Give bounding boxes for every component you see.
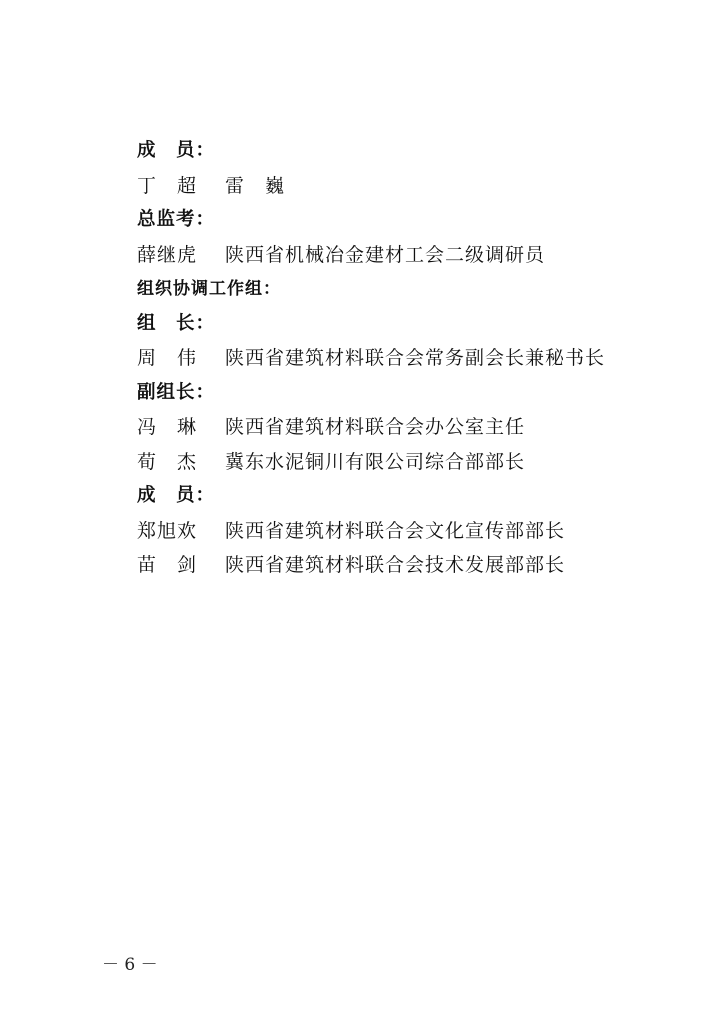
member-name: 丁 超 bbox=[137, 174, 198, 197]
chief-examiner-heading: 总监考： bbox=[137, 209, 216, 230]
coordination-group-heading: 组织协调工作组： bbox=[137, 279, 281, 299]
member-name: 雷 巍 bbox=[225, 174, 286, 197]
person-name: 荀 杰 bbox=[137, 450, 198, 473]
deputy-row bbox=[137, 410, 677, 445]
person-title: 冀东水泥铜川有限公司综合部部长 bbox=[225, 450, 526, 473]
person-title: 陕西省建筑材料联合会文化宣传部部长 bbox=[225, 519, 566, 542]
person-name: 周 伟 bbox=[137, 347, 198, 369]
members-heading: 成 员： bbox=[137, 140, 216, 161]
person-name: 郑旭欢 bbox=[137, 519, 198, 542]
person-name: 冯 琳 bbox=[137, 416, 198, 438]
leader-row bbox=[137, 341, 677, 376]
person-title: 陕西省建筑材料联合会常务副会长兼秘书长 bbox=[225, 347, 606, 369]
person-title: 陕西省机械冶金建材工会二级调研员 bbox=[225, 243, 546, 266]
members-list bbox=[137, 169, 677, 204]
page-number: － 6 － bbox=[102, 955, 158, 975]
member-row bbox=[137, 514, 677, 549]
member-row bbox=[137, 548, 677, 583]
deputy-row bbox=[137, 445, 677, 480]
chief-examiner-row bbox=[137, 238, 677, 273]
group-members-heading: 成 员： bbox=[137, 485, 216, 506]
leader-heading: 组 长： bbox=[137, 312, 216, 334]
person-name: 薛继虎 bbox=[137, 243, 198, 266]
deputy-leader-heading: 副组长： bbox=[137, 381, 216, 403]
person-title: 陕西省建筑材料联合会技术发展部部长 bbox=[225, 554, 566, 576]
document-body bbox=[137, 134, 677, 583]
person-title: 陕西省建筑材料联合会办公室主任 bbox=[225, 416, 526, 438]
person-name: 苗 剑 bbox=[137, 554, 198, 576]
